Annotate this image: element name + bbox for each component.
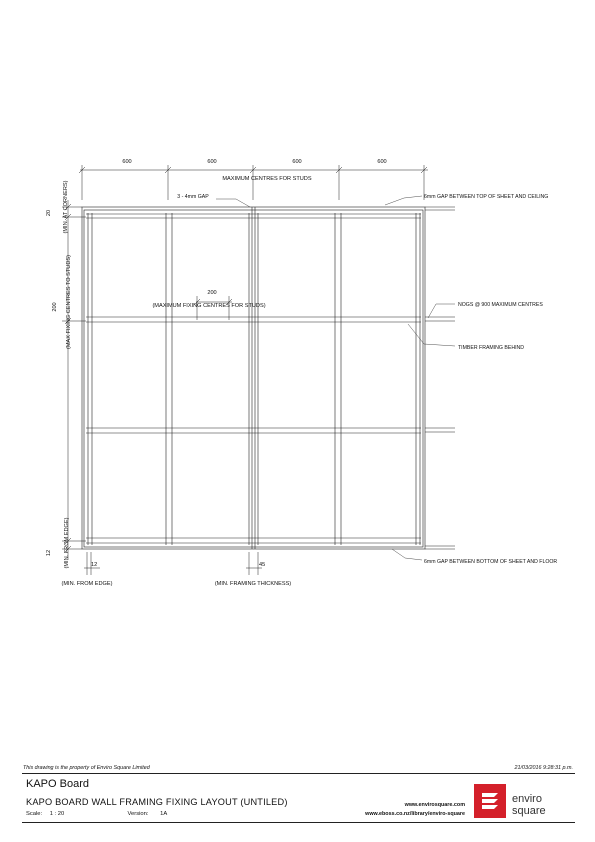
left-top-value: 20: [46, 209, 52, 217]
bottom-dimension-line: [84, 552, 262, 575]
version-label: Version:: [127, 811, 149, 817]
fixing-spacing-caption: (MAXIMUM FIXING CENTRES FOR STUDS): [152, 303, 266, 309]
version-value: 1A: [160, 811, 168, 817]
top-dimension-line: [79, 165, 428, 200]
bottom-left-value: 12: [91, 562, 98, 568]
left-dimension-line: [62, 200, 86, 560]
ceiling-gap-note: 6mm GAP BETWEEN TOP OF SHEET AND CEILING: [424, 194, 549, 200]
stud-spacing-4: 600: [377, 159, 387, 165]
left-mid-caption: (MAX FIXING CENTRES TO STUDS): [66, 255, 72, 349]
gap-note: 3 - 4mm GAP: [177, 194, 209, 200]
website-link[interactable]: www.envirosquare.com: [404, 802, 465, 808]
adjacent-framing: [425, 207, 455, 549]
brand-name: enviro square: [512, 793, 546, 817]
stud-spacing-3: 600: [292, 159, 302, 165]
link-block: [355, 801, 465, 819]
top-dimension-caption: MAXIMUM CENTRES FOR STUDS: [222, 176, 312, 182]
print-timestamp: 21/03/2016 9:28:31 p.m.: [514, 765, 573, 771]
floor-gap-note: 6mm GAP BETWEEN BOTTOM OF SHEET AND FLOOR: [424, 559, 558, 565]
bottom-left-caption: (MIN. FROM EDGE): [61, 581, 113, 587]
enviro-square-logo: [474, 784, 506, 818]
ownership-note: This drawing is the property of Enviro Square Limited: [23, 765, 150, 771]
nogs-note: NOGS @ 900 MAXIMUM CENTRES: [458, 302, 543, 308]
product-name: KAPO Board: [26, 778, 89, 790]
title-block: [22, 773, 575, 823]
bottom-mid-caption: (MIN. FRAMING THICKNESS): [214, 581, 292, 587]
drawing-title: KAPO BOARD WALL FRAMING FIXING LAYOUT (UNTILED): [26, 797, 288, 807]
scale-value: 1 : 20: [49, 811, 65, 817]
timber-framing-note: TIMBER FRAMING BEHIND: [458, 345, 524, 351]
left-top-caption: (MIN. AT CORNERS): [63, 180, 69, 234]
fixing-spacing-value: 200: [207, 290, 217, 296]
left-bottom-caption: (MIN. FROM EDGE): [64, 517, 70, 569]
stud-spacing-1: 600: [122, 159, 132, 165]
left-bottom-value: 12: [46, 549, 52, 557]
scale-label: Scale:: [26, 811, 43, 817]
left-mid-value: 200: [52, 302, 58, 312]
wall-sheet: [82, 207, 425, 549]
scale-version-row: [26, 811, 167, 817]
stripes-logo-icon: [480, 791, 500, 811]
stud-spacing-2: 600: [207, 159, 217, 165]
bottom-mid-value: 45: [259, 562, 266, 568]
library-link[interactable]: www.eboss.co.nz/library/enviro-square: [365, 811, 465, 817]
